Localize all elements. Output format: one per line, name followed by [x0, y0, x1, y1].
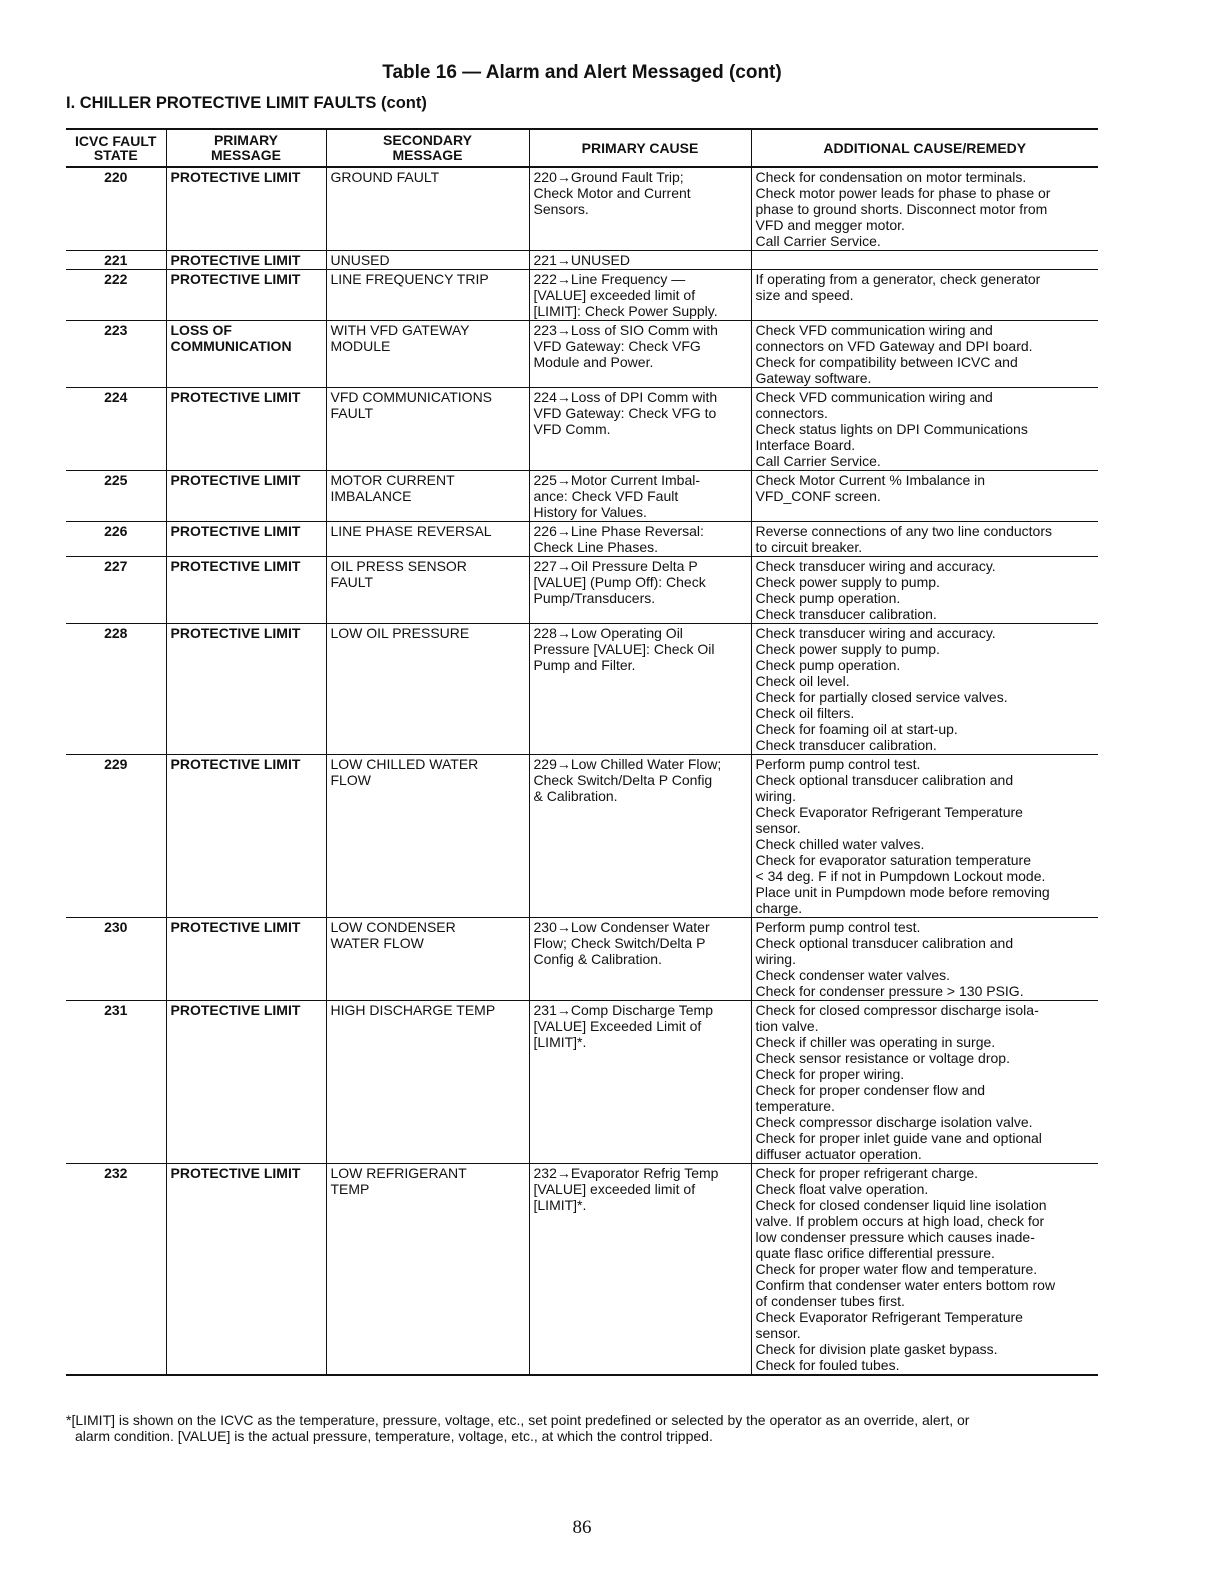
- cell-line: phase to ground shorts. Disconnect motor from: [755, 201, 1048, 217]
- primary-cause-cell: [529, 388, 751, 471]
- header-secondary-line-2: MESSAGE: [392, 147, 463, 163]
- cell-line: LOSS OF: [170, 322, 232, 338]
- cell-line: LINE PHASE REVERSAL: [330, 523, 492, 539]
- cell-line: Config & Calibration.: [533, 951, 662, 967]
- remedy-cell: [751, 388, 1098, 471]
- cell-line: VFD Gateway: Check VFG: [533, 338, 701, 354]
- cell-line: PROTECTIVE LIMIT: [170, 919, 301, 935]
- cell-line: 227→Oil Pressure Delta P: [533, 558, 698, 574]
- cell-line: 231→Comp Discharge Temp: [533, 1002, 713, 1018]
- cell-line: diffuser actuator operation.: [755, 1146, 922, 1162]
- cell-line: Check transducer wiring and accuracy.: [755, 558, 996, 574]
- cell-line: Check status lights on DPI Communications: [755, 421, 1028, 437]
- header-primary-message: [166, 129, 326, 167]
- cell-line: of condenser tubes first.: [755, 1293, 905, 1309]
- cell-line: Perform pump control test.: [755, 919, 921, 935]
- cell-line: Check power supply to pump.: [755, 574, 940, 590]
- cell-line: PROTECTIVE LIMIT: [170, 271, 301, 287]
- cell-line: Check motor power leads for phase to phase or: [755, 185, 1051, 201]
- primary-cause-cell: [529, 471, 751, 522]
- remedy-cell: [751, 167, 1098, 251]
- cell-line: connectors on VFD Gateway and DPI board.: [755, 338, 1033, 354]
- cell-line: Check Evaporator Refrigerant Temperature: [755, 1309, 1023, 1325]
- cell-line: Check condenser water valves.: [755, 967, 951, 983]
- cell-line: Gateway software.: [755, 370, 872, 386]
- cell-line: Check for closed condenser liquid line isolation: [755, 1197, 1047, 1213]
- cell-line: 222→Line Frequency —: [533, 271, 686, 287]
- primary-cause-cell: [529, 1001, 751, 1164]
- cell-line: WATER FLOW: [330, 935, 424, 951]
- primary-message-cell: [166, 388, 326, 471]
- remedy-cell: [751, 624, 1098, 755]
- secondary-message-cell: [326, 918, 529, 1001]
- header-primary-line-2: MESSAGE: [210, 147, 281, 163]
- cell-line: History for Values.: [533, 504, 647, 520]
- cell-line: Check Evaporator Refrigerant Temperature: [755, 804, 1023, 820]
- cell-line: size and speed.: [755, 287, 854, 303]
- table-row: [66, 1164, 1098, 1376]
- primary-message-cell: [166, 1164, 326, 1376]
- table-row: [66, 557, 1098, 624]
- cell-line: MOTOR CURRENT: [330, 472, 455, 488]
- cell-line: LOW OIL PRESSURE: [330, 625, 470, 641]
- primary-cause-cell: [529, 321, 751, 388]
- cell-line: Check transducer wiring and accuracy.: [755, 625, 996, 641]
- header-state-line-1: ICVC FAULT: [75, 133, 157, 149]
- cell-line: PROTECTIVE LIMIT: [170, 756, 301, 772]
- cell-line: OIL PRESS SENSOR: [330, 558, 467, 574]
- fault-state-cell: 220: [66, 167, 166, 251]
- table-row: [66, 624, 1098, 755]
- fault-state-cell: 230: [66, 918, 166, 1001]
- cell-line: Check chilled water valves.: [755, 836, 925, 852]
- cell-line: Call Carrier Service.: [755, 453, 881, 469]
- cell-line: Check optional transducer calibration and: [755, 772, 1014, 788]
- cell-line: IMBALANCE: [330, 488, 412, 504]
- table-row: [66, 471, 1098, 522]
- cell-line: PROTECTIVE LIMIT: [170, 169, 301, 185]
- cell-line: Check for condenser pressure > 130 PSIG.: [755, 983, 1024, 999]
- fault-state-cell: 229: [66, 755, 166, 918]
- cell-line: VFD Gateway: Check VFG to: [533, 405, 717, 421]
- cell-line: Call Carrier Service.: [755, 233, 881, 249]
- cell-line: Check optional transducer calibration and: [755, 935, 1014, 951]
- section-title: I. CHILLER PROTECTIVE LIMIT FAULTS (cont): [66, 94, 427, 112]
- secondary-message-cell: [326, 522, 529, 557]
- cell-line: FAULT: [330, 405, 374, 421]
- table-row: [66, 918, 1098, 1001]
- primary-message-cell: [166, 624, 326, 755]
- fault-state-cell: 226: [66, 522, 166, 557]
- remedy-cell: [751, 918, 1098, 1001]
- cell-line: 221→UNUSED: [533, 252, 630, 268]
- cell-line: COMMUNICATION: [170, 338, 292, 354]
- cell-line: Interface Board.: [755, 437, 856, 453]
- cell-line: Check transducer calibration.: [755, 606, 937, 622]
- alarm-table: [66, 128, 1098, 1376]
- primary-message-cell: [166, 471, 326, 522]
- footnote-line: *[LIMIT] is shown on the ICVC as the temperature, pressure, voltage, etc., set point predefined or selected by the operator as an override, alert, or: [66, 1412, 970, 1428]
- cell-line: HIGH DISCHARGE TEMP: [330, 1002, 496, 1018]
- remedy-cell: [751, 1164, 1098, 1376]
- cell-line: Check compressor discharge isolation valve.: [755, 1114, 1033, 1130]
- cell-line: VFD COMMUNICATIONS: [330, 389, 493, 405]
- primary-message-cell: [166, 321, 326, 388]
- footnote: [66, 1412, 1106, 1444]
- table-row: [66, 167, 1098, 251]
- cell-line: LOW CHILLED WATER: [330, 756, 479, 772]
- primary-message-cell: [166, 755, 326, 918]
- cell-line: LINE FREQUENCY TRIP: [330, 271, 489, 287]
- cell-line: Check for fouled tubes.: [755, 1357, 900, 1373]
- primary-cause-cell: [529, 522, 751, 557]
- header-primary-cause: PRIMARY CAUSE: [529, 129, 751, 167]
- secondary-message-cell: [326, 755, 529, 918]
- fault-state-cell: 221: [66, 251, 166, 270]
- fault-state-cell: 223: [66, 321, 166, 388]
- cell-line: valve. If problem occurs at high load, check for: [755, 1213, 1045, 1229]
- fault-state-cell: 227: [66, 557, 166, 624]
- cell-line: Check for condensation on motor terminals.: [755, 169, 1027, 185]
- cell-line: LOW REFRIGERANT: [330, 1165, 467, 1181]
- cell-line: Check power supply to pump.: [755, 641, 940, 657]
- cell-line: FLOW: [330, 772, 371, 788]
- cell-line: Check for proper water flow and temperature.: [755, 1261, 1038, 1277]
- cell-line: [LIMIT]*.: [533, 1197, 587, 1213]
- cell-line: low condenser pressure which causes inade-: [755, 1229, 1035, 1245]
- cell-line: Check transducer calibration.: [755, 737, 937, 753]
- cell-line: Check Switch/Delta P Config: [533, 772, 713, 788]
- primary-cause-cell: [529, 918, 751, 1001]
- secondary-message-cell: [326, 321, 529, 388]
- secondary-message-cell: [326, 251, 529, 270]
- table-row: [66, 251, 1098, 270]
- cell-line: temperature.: [755, 1098, 835, 1114]
- cell-line: UNUSED: [330, 252, 390, 268]
- cell-line: Pump/Transducers.: [533, 590, 656, 606]
- cell-line: Module and Power.: [533, 354, 654, 370]
- cell-line: GROUND FAULT: [330, 169, 440, 185]
- cell-line: Check for proper wiring.: [755, 1066, 905, 1082]
- cell-line: 226→Line Phase Reversal:: [533, 523, 704, 539]
- cell-line: Pressure [VALUE]: Check Oil: [533, 641, 715, 657]
- cell-line: 232→Evaporator Refrig Temp: [533, 1165, 719, 1181]
- cell-line: PROTECTIVE LIMIT: [170, 558, 301, 574]
- cell-line: wiring.: [755, 788, 796, 804]
- cell-line: Confirm that condenser water enters bottom row: [755, 1277, 1056, 1293]
- remedy-cell: [751, 557, 1098, 624]
- cell-line: PROTECTIVE LIMIT: [170, 625, 301, 641]
- cell-line: PROTECTIVE LIMIT: [170, 252, 301, 268]
- cell-line: Check Line Phases.: [533, 539, 659, 555]
- cell-line: Check VFD communication wiring and: [755, 322, 993, 338]
- secondary-message-cell: [326, 471, 529, 522]
- primary-message-cell: [166, 1001, 326, 1164]
- cell-line: 223→Loss of SIO Comm with: [533, 322, 718, 338]
- header-additional-cause-remedy: ADDITIONAL CAUSE/REMEDY: [751, 129, 1098, 167]
- cell-line: quate flasc orifice differential pressure.: [755, 1245, 995, 1261]
- cell-line: Check for evaporator saturation temperature: [755, 852, 1031, 868]
- cell-line: VFD_CONF screen.: [755, 488, 881, 504]
- cell-line: Check for proper refrigerant charge.: [755, 1165, 979, 1181]
- cell-line: charge.: [755, 900, 803, 916]
- table-row: [66, 388, 1098, 471]
- secondary-message-cell: [326, 1164, 529, 1376]
- cell-line: PROTECTIVE LIMIT: [170, 1002, 301, 1018]
- cell-line: Sensors.: [533, 201, 589, 217]
- cell-line: Check VFD communication wiring and: [755, 389, 993, 405]
- cell-line: FAULT: [330, 574, 374, 590]
- primary-message-cell: [166, 918, 326, 1001]
- cell-line: connectors.: [755, 405, 828, 421]
- secondary-message-cell: [326, 557, 529, 624]
- cell-line: ance: Check VFD Fault: [533, 488, 679, 504]
- cell-line: [LIMIT]*.: [533, 1034, 587, 1050]
- cell-line: Check for foaming oil at start-up.: [755, 721, 958, 737]
- cell-line: wiring.: [755, 951, 796, 967]
- secondary-message-cell: [326, 270, 529, 321]
- cell-line: Check for proper condenser flow and: [755, 1082, 986, 1098]
- cell-line: LOW CONDENSER: [330, 919, 456, 935]
- cell-line: 229→Low Chilled Water Flow;: [533, 756, 722, 772]
- cell-line: [VALUE] (Pump Off): Check: [533, 574, 706, 590]
- remedy-cell: [751, 755, 1098, 918]
- primary-cause-cell: [529, 167, 751, 251]
- primary-cause-cell: [529, 270, 751, 321]
- primary-cause-cell: [529, 755, 751, 918]
- cell-line: Check for compatibility between ICVC and: [755, 354, 1018, 370]
- cell-line: PROTECTIVE LIMIT: [170, 523, 301, 539]
- cell-line: Check if chiller was operating in surge.: [755, 1034, 996, 1050]
- cell-line: Check for proper inlet guide vane and optional: [755, 1130, 1042, 1146]
- cell-line: & Calibration.: [533, 788, 618, 804]
- cell-line: [VALUE] exceeded limit of: [533, 1181, 696, 1197]
- cell-line: Check for division plate gasket bypass.: [755, 1341, 998, 1357]
- secondary-message-cell: [326, 167, 529, 251]
- cell-line: [VALUE] exceeded limit of: [533, 287, 696, 303]
- cell-line: Check Motor and Current: [533, 185, 691, 201]
- cell-line: VFD Comm.: [533, 421, 611, 437]
- table-row: [66, 522, 1098, 557]
- primary-message-cell: [166, 522, 326, 557]
- header-secondary-line-1: SECONDARY: [383, 132, 472, 148]
- table-body: [66, 167, 1098, 1375]
- cell-line: TEMP: [330, 1181, 370, 1197]
- header-secondary-message: [326, 129, 529, 167]
- cell-line: sensor.: [755, 820, 801, 836]
- header-icvc-fault-state: [66, 129, 166, 167]
- cell-line: Check for closed compressor discharge isola-: [755, 1002, 1039, 1018]
- primary-message-cell: [166, 557, 326, 624]
- cell-line: PROTECTIVE LIMIT: [170, 1165, 301, 1181]
- primary-message-cell: [166, 167, 326, 251]
- cell-line: Check for partially closed service valves.: [755, 689, 1008, 705]
- table-row: [66, 755, 1098, 918]
- cell-line: VFD and megger motor.: [755, 217, 905, 233]
- cell-line: Check float valve operation.: [755, 1181, 929, 1197]
- page-number: 86: [572, 1517, 592, 1538]
- cell-line: If operating from a generator, check generator: [755, 271, 1041, 287]
- footnote-line: alarm condition. [VALUE] is the actual pressure, temperature, voltage, etc., at which the control tripped.: [75, 1428, 713, 1444]
- header-primary-line-1: PRIMARY: [213, 132, 279, 148]
- cell-line: Flow; Check Switch/Delta P: [533, 935, 706, 951]
- fault-state-cell: 222: [66, 270, 166, 321]
- table-title: Table 16 — Alarm and Alert Messaged (cont): [382, 62, 782, 83]
- remedy-cell: [751, 522, 1098, 557]
- table-row: [66, 1001, 1098, 1164]
- cell-line: PROTECTIVE LIMIT: [170, 389, 301, 405]
- cell-line: Check pump operation.: [755, 657, 901, 673]
- cell-line: Check sensor resistance or voltage drop.: [755, 1050, 1010, 1066]
- primary-cause-cell: [529, 1164, 751, 1376]
- cell-line: sensor.: [755, 1325, 801, 1341]
- remedy-cell: [751, 251, 1098, 270]
- cell-line: 228→Low Operating Oil: [533, 625, 683, 641]
- cell-line: WITH VFD GATEWAY: [330, 322, 470, 338]
- cell-line: to circuit breaker.: [755, 539, 863, 555]
- table-header-row: [66, 129, 1098, 167]
- primary-cause-cell: [529, 557, 751, 624]
- remedy-cell: [751, 471, 1098, 522]
- header-state-line-2: STATE: [93, 147, 138, 163]
- secondary-message-cell: [326, 1001, 529, 1164]
- cell-line: Check Motor Current % Imbalance in: [755, 472, 986, 488]
- cell-line: Pump and Filter.: [533, 657, 636, 673]
- cell-line: 224→Loss of DPI Comm with: [533, 389, 718, 405]
- cell-line: Place unit in Pumpdown mode before removing: [755, 884, 1050, 900]
- fault-state-cell: 224: [66, 388, 166, 471]
- cell-line: Check oil filters.: [755, 705, 855, 721]
- cell-line: 225→Motor Current Imbal-: [533, 472, 701, 488]
- table-row: [66, 270, 1098, 321]
- primary-message-cell: [166, 251, 326, 270]
- cell-line: Check oil level.: [755, 673, 850, 689]
- secondary-message-cell: [326, 624, 529, 755]
- fault-state-cell: 231: [66, 1001, 166, 1164]
- cell-line: 220→Ground Fault Trip;: [533, 169, 684, 185]
- primary-message-cell: [166, 270, 326, 321]
- cell-line: 230→Low Condenser Water: [533, 919, 710, 935]
- cell-line: [VALUE] Exceeded Limit of: [533, 1018, 702, 1034]
- fault-state-cell: 228: [66, 624, 166, 755]
- cell-line: MODULE: [330, 338, 391, 354]
- cell-line: Reverse connections of any two line conductors: [755, 523, 1052, 539]
- primary-cause-cell: [529, 624, 751, 755]
- cell-line: PROTECTIVE LIMIT: [170, 472, 301, 488]
- cell-line: Check pump operation.: [755, 590, 901, 606]
- primary-cause-cell: [529, 251, 751, 270]
- remedy-cell: [751, 270, 1098, 321]
- remedy-cell: [751, 321, 1098, 388]
- table-row: [66, 321, 1098, 388]
- cell-line: Perform pump control test.: [755, 756, 921, 772]
- secondary-message-cell: [326, 388, 529, 471]
- cell-line: [LIMIT]: Check Power Supply.: [533, 303, 718, 319]
- cell-line: < 34 deg. F if not in Pumpdown Lockout mode.: [755, 868, 1046, 884]
- fault-state-cell: 225: [66, 471, 166, 522]
- cell-line: tion valve.: [755, 1018, 819, 1034]
- remedy-cell: [751, 1001, 1098, 1164]
- fault-state-cell: 232: [66, 1164, 166, 1376]
